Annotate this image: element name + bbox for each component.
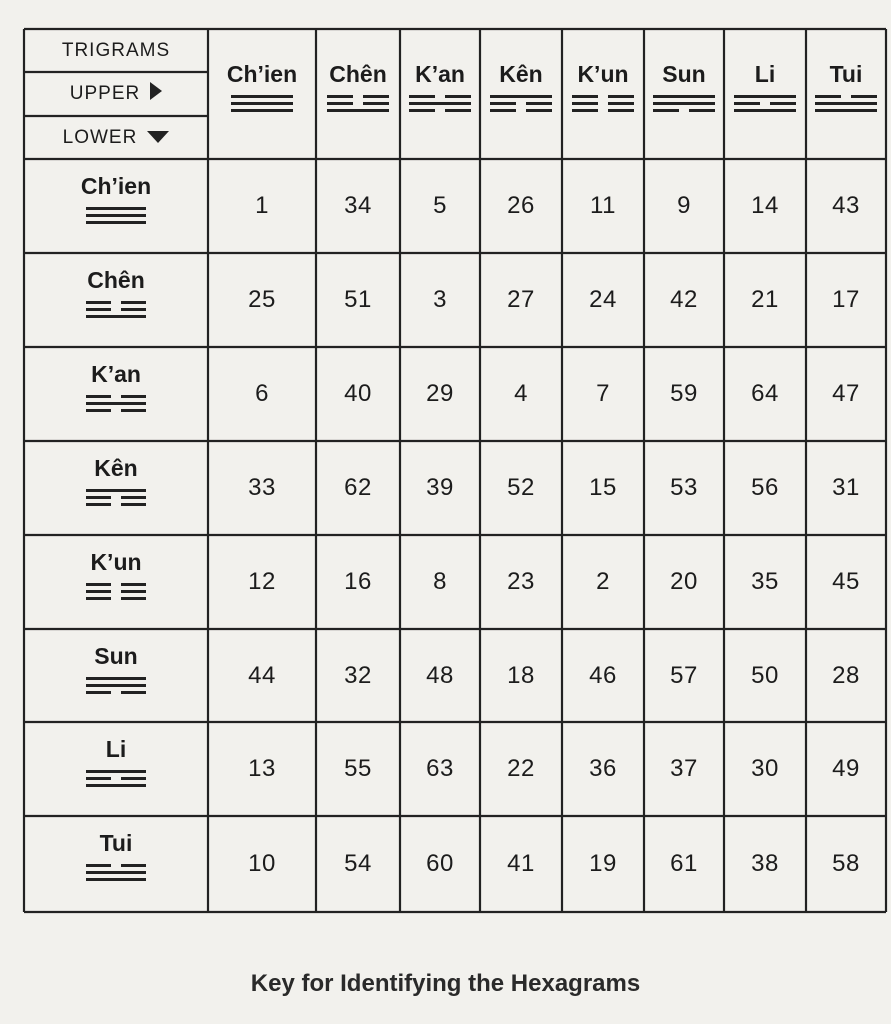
hexagram-number-cell: 2 <box>596 568 610 595</box>
hexagram-number-cell: 55 <box>344 755 372 782</box>
hexagram-number-cell: 52 <box>507 474 535 501</box>
hexagram-number-cell: 25 <box>248 286 276 313</box>
hexagram-number-cell: 24 <box>589 286 617 313</box>
hexagram-number-cell: 32 <box>344 661 372 689</box>
column-header-kan <box>400 29 480 159</box>
column-header-tui <box>806 29 886 159</box>
hexagram-number-cell: 22 <box>507 755 535 782</box>
column-header-li <box>724 29 806 159</box>
row-kn-trigram-icon <box>86 489 146 506</box>
lower-label: LOWER <box>24 116 208 159</box>
hexagram-number-cell: 40 <box>344 380 372 407</box>
triangle-right-icon <box>150 82 162 106</box>
hexagram-number-cell: 12 <box>248 568 276 595</box>
hexagram-number-cell: 8 <box>433 568 447 595</box>
upper-label: UPPER <box>24 72 208 116</box>
row-header-label: Kên <box>94 455 138 481</box>
hexagram-number-cell: 47 <box>832 380 860 407</box>
column-header-label: Kên <box>499 61 543 87</box>
hexagram-number-cell: 3 <box>433 286 447 313</box>
hexagram-number-cell: 23 <box>507 568 535 595</box>
hexagram-number-cell: 9 <box>677 192 691 219</box>
hexagram-number-cell: 34 <box>344 192 372 219</box>
hexagram-number-cell: 30 <box>751 755 779 782</box>
hexagram-number-cell: 17 <box>832 286 860 313</box>
row-header-label: Sun <box>94 643 138 669</box>
hexagram-number-cell: 10 <box>248 850 276 877</box>
column-kn-trigram-icon <box>490 95 552 112</box>
row-header-label: Tui <box>99 830 133 856</box>
column-header-label: Ch’ien <box>226 61 298 87</box>
row-header-kun <box>24 535 208 629</box>
hexagram-number-cell: 14 <box>751 192 779 219</box>
hexagram-number-cell: 4 <box>514 380 528 407</box>
row-header-label: Chên <box>87 267 145 293</box>
hexagram-number-cell: 13 <box>248 755 276 782</box>
hexagram-number-cell: 43 <box>832 192 860 219</box>
hexagram-number-cell: 59 <box>670 380 698 407</box>
column-header-chien <box>208 29 316 159</box>
column-header-sun <box>644 29 724 159</box>
hexagram-number-cell: 39 <box>426 474 454 501</box>
hexagram-number-cell: 31 <box>832 474 860 501</box>
hexagram-number-cell: 26 <box>507 192 535 219</box>
column-header-kn <box>480 29 562 159</box>
row-kun-trigram-icon <box>86 583 146 600</box>
column-li-trigram-icon <box>734 95 796 112</box>
hexagram-number-cell: 19 <box>589 850 617 877</box>
column-header-label: Li <box>754 61 776 87</box>
hexagram-number-cell: 41 <box>507 850 535 877</box>
hexagram-number-cell: 33 <box>248 474 276 501</box>
hexagram-number-cell: 64 <box>751 380 779 407</box>
hexagram-number-cell: 50 <box>751 661 779 689</box>
column-header-kun <box>562 29 644 159</box>
hexagram-number-cell: 53 <box>670 474 698 501</box>
hexagram-number-cell: 46 <box>589 661 617 689</box>
hexagram-number-cell: 38 <box>751 850 779 877</box>
row-header-label: Li <box>105 736 127 762</box>
column-header-chn <box>316 29 400 159</box>
row-tui-trigram-icon <box>86 864 146 881</box>
column-chien-trigram-icon <box>231 95 293 112</box>
row-header-sun <box>24 629 208 722</box>
hexagram-number-cell: 51 <box>344 286 372 313</box>
hexagram-number-cell: 35 <box>751 568 779 595</box>
column-tui-trigram-icon <box>815 95 877 112</box>
row-header-li <box>24 722 208 816</box>
hexagram-number-cell: 1 <box>255 192 269 219</box>
row-header-label: K’an <box>91 361 141 387</box>
row-header-chn <box>24 253 208 347</box>
column-header-label: K’an <box>415 61 465 87</box>
hexagram-number-cell: 29 <box>426 380 454 407</box>
column-header-label: Sun <box>662 61 706 87</box>
hexagram-number-cell: 61 <box>670 850 698 877</box>
hexagram-number-cell: 28 <box>832 661 860 689</box>
column-header-label: Chên <box>329 61 387 87</box>
row-header-chien <box>24 159 208 253</box>
hexagram-number-cell: 11 <box>590 192 616 219</box>
hexagram-number-cell: 58 <box>832 850 860 877</box>
hexagram-number-cell: 16 <box>344 568 372 595</box>
column-kan-trigram-icon <box>409 95 471 112</box>
row-chn-trigram-icon <box>86 301 146 318</box>
row-header-label: Ch’ien <box>80 173 152 199</box>
hexagram-number-cell: 21 <box>751 286 779 313</box>
hexagram-number-cell: 15 <box>589 474 617 501</box>
hexagram-number-cell: 27 <box>507 286 535 313</box>
row-header-label: K’un <box>90 549 142 575</box>
triangle-down-icon <box>147 127 169 149</box>
row-kan-trigram-icon <box>86 395 146 412</box>
row-header-tui <box>24 816 208 912</box>
hexagram-number-cell: 48 <box>426 661 454 689</box>
hexagram-number-cell: 60 <box>426 850 454 877</box>
column-sun-trigram-icon <box>653 95 715 112</box>
hexagram-number-cell: 6 <box>255 380 269 407</box>
row-li-trigram-icon <box>86 770 146 787</box>
row-header-kan <box>24 347 208 441</box>
trigrams-label: TRIGRAMS <box>61 39 171 61</box>
row-header-kn <box>24 441 208 535</box>
row-sun-trigram-icon <box>86 677 146 694</box>
column-header-label: Tui <box>829 61 863 87</box>
hexagram-number-cell: 63 <box>426 755 454 782</box>
hexagram-number-cell: 56 <box>751 474 779 501</box>
column-kun-trigram-icon <box>572 95 634 112</box>
column-chn-trigram-icon <box>327 95 389 112</box>
hexagram-number-cell: 44 <box>248 661 276 689</box>
hexagram-number-cell: 36 <box>589 755 617 782</box>
hexagram-number-cell: 37 <box>670 755 698 782</box>
hexagram-number-cell: 7 <box>596 380 610 407</box>
hexagram-number-cell: 45 <box>832 568 860 595</box>
hexagram-number-cell: 49 <box>832 755 860 782</box>
hexagram-number-cell: 18 <box>507 661 535 689</box>
column-header-label: K’un <box>577 61 629 87</box>
hexagram-number-cell: 42 <box>670 286 698 313</box>
hexagram-number-cell: 5 <box>433 192 447 219</box>
hexagram-number-cell: 54 <box>344 850 372 877</box>
hexagram-number-cell: 20 <box>670 568 698 595</box>
hexagram-number-cell: 57 <box>670 661 698 689</box>
hexagram-number-cell: 62 <box>344 474 372 501</box>
table-caption: Key for Identifying the Hexagrams <box>250 970 641 997</box>
row-chien-trigram-icon <box>86 207 146 224</box>
